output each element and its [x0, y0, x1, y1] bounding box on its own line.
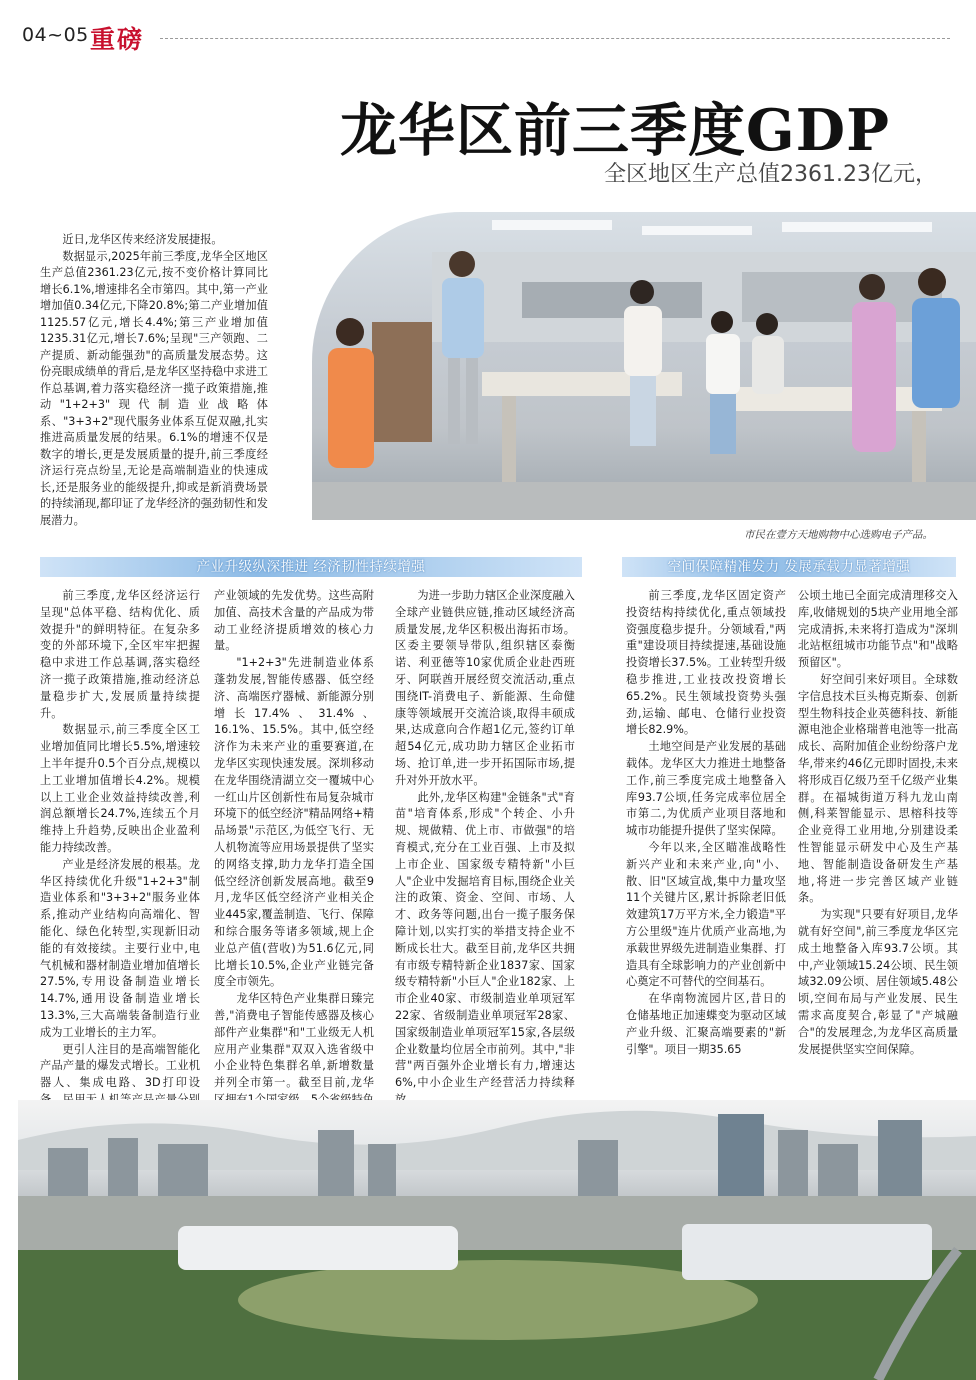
section-name: 重磅 — [90, 25, 145, 54]
headline: 龙华区前三季度GDP — [340, 97, 890, 164]
article-paragraph: 数据显示,前三季度全区工业增加值同比增长5.5%,增速较上半年提升0.5个百分点,规模以上工业增加值增长4.2%。规模以上工业企业效益持续改善,利润总额增长24.7%,连续五个月维持上升趋势,反映出企业盈利能力持续改善。 — [40, 723, 200, 854]
article-column-5 — [798, 588, 958, 1058]
article-paragraph: 产业是经济发展的根基。龙华区持续优化升级"1+2+3"制造业体系和"3+3+2"服务业体系,推动产业结构向高端化、智能化、绿色化转型,实现新旧动能的有效接续。主要行业中,电气机械和器材制造业增加值增长27.5%,专用设备制造业增长14.7%,通用设备制造业增长13.3%,三大高端装备制造行业成为工业增长的主力军。 — [40, 857, 200, 1039]
page-number: 04~05 — [22, 24, 89, 46]
header-divider — [160, 38, 950, 39]
article-paragraph: 在华南物流园片区,昔日的仓储基地正加速蝶变为驱动区域产业升级、汇聚高端要素的"新引擎"。项目一期35.65 — [626, 992, 786, 1056]
photo-aerial-city-illustration — [18, 1100, 976, 1380]
article-paragraph: 产业领域的先发优势。这些高附加值、高技术含量的产品成为带动工业经济提质增效的核心力量。 — [214, 589, 374, 653]
article-paragraph: 龙华区特色产业集群日臻完善,"消费电子智能传感器及核心部件产业集群"和"工业级无人机应用产业集群"双双入选省级中小企业特色集群名单,新增数量并列全市第一。截至目前,龙华 — [214, 992, 374, 1090]
article-column-4 — [626, 588, 786, 1058]
photo-aerial-city — [18, 1100, 976, 1380]
article-column-3 — [395, 588, 575, 1109]
article-column-1 — [40, 588, 200, 1176]
section-banner-industry: 产业升级纵深推进 经济韧性持续增强 — [40, 557, 582, 577]
photo-caption: 市民在壹方天地购物中心选购电子产品。 — [744, 529, 933, 541]
article-paragraph: "1+2+3"先进制造业体系蓬勃发展,智能传感器、低空经济、高端医疗器械、新能源分别增长17.4%、31.4%、16.1%、15.5%。其中,低空经济作为未来产业的重要赛道,在龙华区实现快速发展。深圳移动在龙华围绕清湖立交一覆城中心一红山片区创新性布局复杂城市环境下的低空经济"精品网络+精品场景"示范区,为低空飞行、无人机物流等应用场景提供了坚实的网络支撑,助力龙华打造全国低空经济创新发展高地。截至9月,龙华区低空经济产业相关企业445家,覆盖制造、飞行、保障和综合服务等诸多领域,规上企业总产值(营收)为51.6亿元,同比增长10.5%,企业产业链完备度全市领先。 — [214, 656, 374, 989]
article-paragraph: 公顷土地已全面完成清理移交入库,收储规划的5块产业用地全部完成清拆,未来将打造成为"深圳北站枢纽城市功能节点"和"战略预留区"。 — [798, 589, 958, 670]
article-paragraph: 更引人注目的是高端智能化产品产量的爆发式增长。工业机器人、集成电路、3D打印设 — [40, 1042, 200, 1090]
article-paragraph: 好空间引来好项目。全球数字信息技术巨头梅克斯泰、创新型生物科技企业英德科技、新能源电池企业格瑞普电池等一批高成长、高附加值企业纷纷落户龙华,带来约46亿元即时固投,未来将形成百亿级乃至千亿级产业集群。在福城街道万科九龙山南侧,科莱智能显示、思榕科技等企业竞得工业用地,分别建设柔性智能显示研发中心及生产基地、智能制造设备研发生产基地,将进一步完善区域产业链条。 — [798, 672, 958, 905]
article-column-2 — [214, 588, 374, 1159]
intro-paragraph: 近日,龙华区传来经济发展捷报。 — [62, 233, 223, 246]
article-paragraph: 前三季度,龙华区经济运行呈现"总体平稳、结构优化、质效提升"的鲜明特征。在复杂多变的外部环境下,全区牢牢把握稳中求进工作总基调,落实稳经济一揽子政策措施,推动经济总量稳步扩大,发展质量持续提升。 — [40, 589, 200, 720]
article-paragraph: 为进一步助力辖区企业深度融入全球产业链供应链,推动区域经济高质量发展,龙华区积极出海拓市场。区委主要领导带队,组织辖区泰衡诺、利亚德等10家优质企业赴西班牙、阿联酋开展经贸交流活动,重点围绕IT-消费电子、新能源、生命健康等领域展开交流洽谈,取得丰硕成果,达成意向合作超1亿元,签约订单超54亿元,成功助力辖区企业拓市场、抢订单,进一步开拓国际市场,提升对外开放水平。 — [395, 589, 575, 787]
article-paragraph: 土地空间是产业发展的基础载体。龙华区大力推进土地整备工作,前三季度完成土地整备入库93.7公顷,任务完成率位居全市第二,为优质产业项目落地和城市功能提升提供了坚实保障。 — [626, 740, 786, 838]
photo-electronics-store-illustration — [312, 212, 976, 520]
article-paragraph: 此外,龙华区构建"金链条"式"育苗"培育体系,形成"个转企、小升规、规做精、优上市、市做强"的培育模式,充分在工业百强、上市及拟上市企业、国家级专精特新"小巨人"企业中发掘培育目标,围绕企业关注的政策、资金、空间、市场、人才、政务等问题,出台一揽子服务保障计划,以实打实的举措支持企业不断成长壮大。截至目前,龙华区共拥有市级专精特新企业1837家、国家级专精特新"小巨人"企业182家、上市企业40家、市级制造业单项冠军22家、省级制造业单项冠军28家、国家级制造业单项冠军15家,各层级企业数量均位居全市前列。其中,"非营"两百强外企业增长有力,增速达6%,中小企业生产经营活力持续释 — [395, 790, 575, 1090]
subheadline: 全区地区生产总值2361.23亿元， — [604, 162, 937, 187]
photo-electronics-store — [312, 212, 976, 520]
section-banner-space: 空间保障精准发力 发展承载力显著增强 — [622, 557, 956, 577]
article-paragraph: 今年以来,全区瞄准战略性新兴产业和未来产业,向"小、散、旧"区域宣战,集中力量攻坚11个关键片区,累计拆除老旧低效建筑17万平方米,全力锻造"平方公里级"连片优质产业高地,为承载世界级先进制造业集群、打造具有全球影响力的产业创新中心奠定不可替代的空间基石。 — [626, 840, 786, 989]
article-paragraph: 为实现"只要有好项目,龙华就有好空间",前三季度龙华区完成土地整备入库93.7公顷。其中,产业领域15.24公顷、民生领域32.09公顷、居住领域5.48公顷,空间布局与产业发展、民生需求高度契合,彰显了"产城融合"的发展理念,为龙华区高质量发展提供坚实空间保障。 — [798, 908, 958, 1056]
intro-paragraph: 数据显示,2025年前三季度,龙华全区地区生产总值2361.23亿元,按不变价格计算同比增长6.1%,增速排名全市第四。其中,第一产业增加值0.34亿元,下降20.8%;第二产业增加值1125.57亿元,增长4.4%;第三产业增加值1235.31亿元,增长7.6%;呈现"三产领跑、二产提质、新动能强劲"的高质量发展态势。这份亮眼成绩单的背后,是龙华区坚持稳中求进工作总基调,着力落实稳经济一揽子政策措施,推动"1+2+3"现代制造业战略体系、"3+3+2"现代服务业体系互促双融,扎实推进高质量发展的结果。6.1%的增速不仅是数字的增长,更是发展质量的提升,前三季度经济运行亮点纷呈,无论是高端制造业的快速成长,还是服务业的能级提升,抑或是新消费场景的持续涌现,都印证了龙华经济的强劲韧性和发展潜力。 — [40, 249, 268, 527]
article-paragraph: 前三季度,龙华区固定资产投资结构持续优化,重点领域投资强度稳步提升。分领域看,"两重"建设项目持续提速,基础设施投资增长37.5%。工业转型升级稳步推进,工业技改投资增长65.2%。民生领域投资势头强劲,运输、邮电、仓储行业投资增长82.9%。 — [626, 589, 786, 737]
intro-text — [40, 232, 268, 529]
